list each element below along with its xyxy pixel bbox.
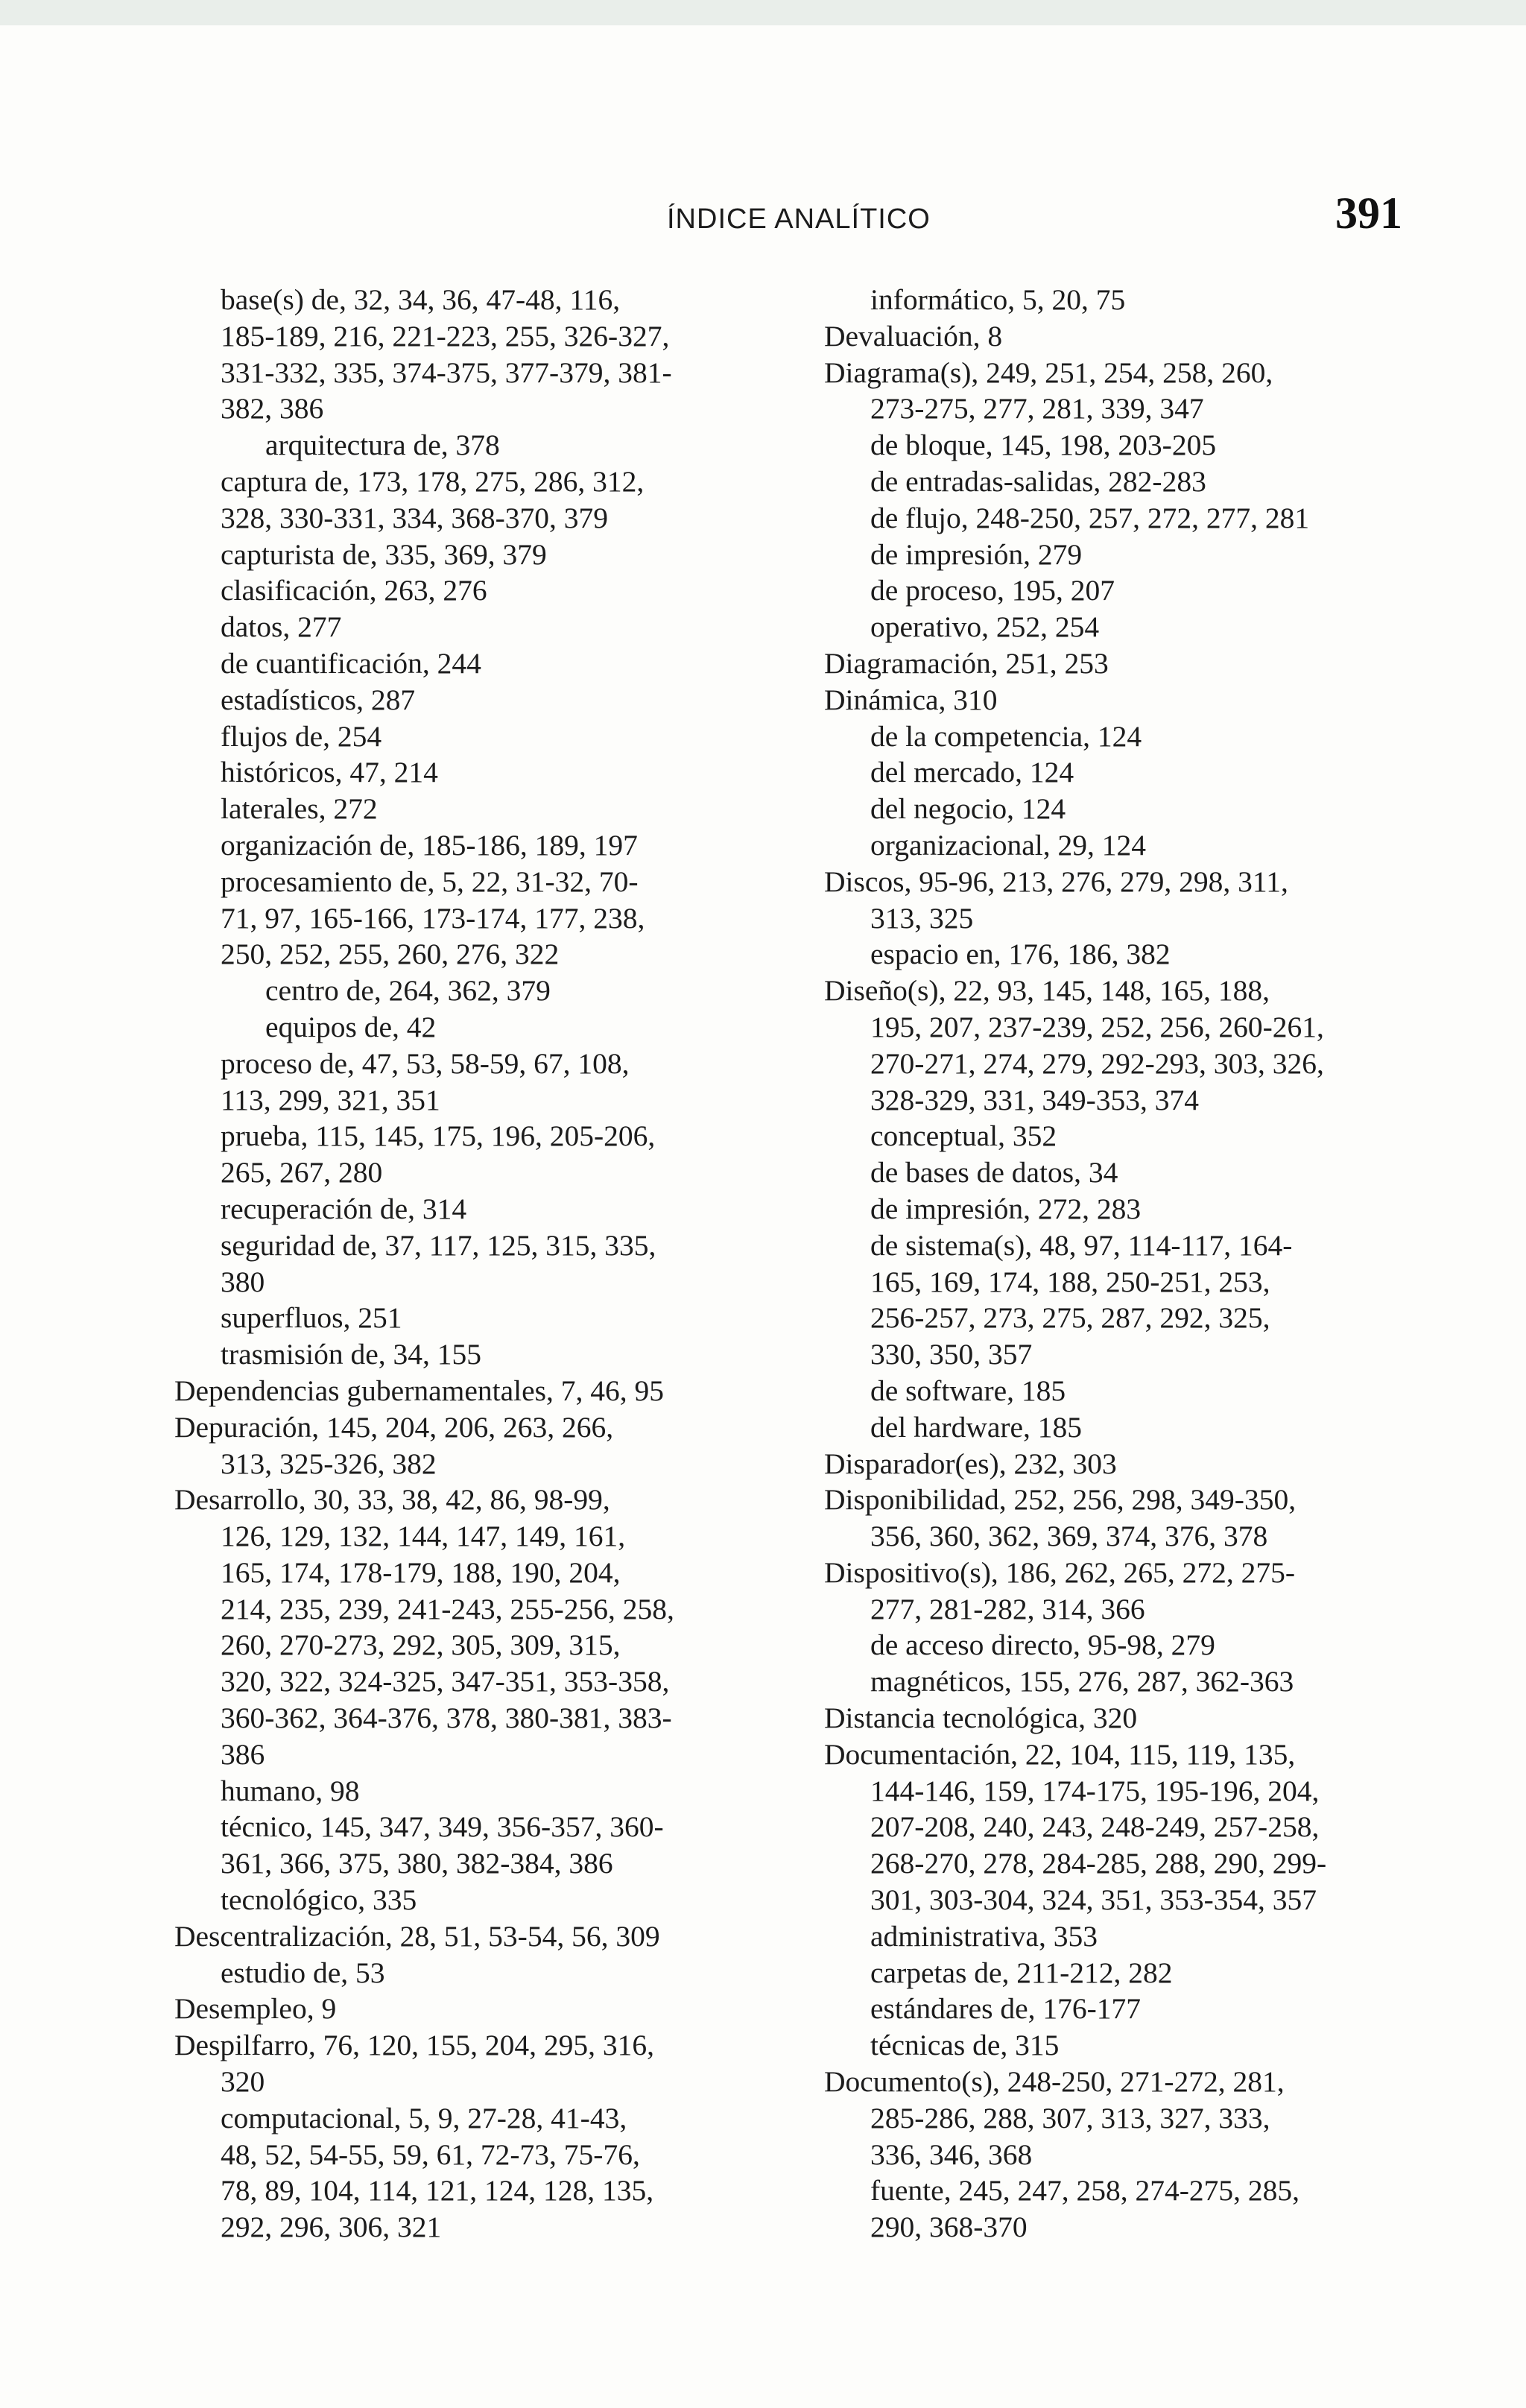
index-subentry: de acceso directo, 95-98, 279 <box>870 1628 1215 1662</box>
index-entry: Dispositivo(s), 186, 262, 265, 272, 275- <box>824 1555 1295 1589</box>
index-subentry: técnico, 145, 347, 349, 356-357, 360- <box>221 1810 664 1844</box>
index-subentry: 214, 235, 239, 241-243, 255-256, 258, <box>221 1592 674 1625</box>
index-subentry: 331-332, 335, 374-375, 377-379, 381- <box>221 355 672 389</box>
index-subentry: laterales, 272 <box>221 792 378 826</box>
index-subentry: de cuantificación, 244 <box>221 646 481 680</box>
index-subentry: 328, 330-331, 334, 368-370, 379 <box>221 501 609 534</box>
index-subentry: 320, 322, 324-325, 347-351, 353-358, <box>221 1665 670 1698</box>
index-subentry: clasificación, 263, 276 <box>221 574 487 607</box>
index-subentry: superfluos, 251 <box>221 1301 402 1335</box>
running-title: ÍNDICE ANALÍTICO <box>667 203 931 235</box>
index-subentry: carpetas de, 211-212, 282 <box>870 1956 1173 1989</box>
index-subentry: 360-362, 364-376, 378, 380-381, 383- <box>221 1701 672 1735</box>
index-entry: Desempleo, 9 <box>174 1992 337 2026</box>
index-subentry: arquitectura de, 378 <box>265 429 500 462</box>
index-subentry: 277, 281-282, 314, 366 <box>870 1592 1145 1625</box>
index-subentry: tecnológico, 335 <box>221 1883 417 1917</box>
index-subentry: informático, 5, 20, 75 <box>870 283 1126 316</box>
index-subentry: 273-275, 277, 281, 339, 347 <box>870 392 1204 426</box>
index-entry: Diagrama(s), 249, 251, 254, 258, 260, <box>824 355 1273 389</box>
index-subentry: 301, 303-304, 324, 351, 353-354, 357 <box>870 1883 1317 1917</box>
index-subentry: 361, 366, 375, 380, 382-384, 386 <box>221 1847 613 1880</box>
index-subentry: de impresión, 279 <box>870 537 1083 571</box>
index-subentry: humano, 98 <box>221 1774 360 1807</box>
index-subentry: seguridad de, 37, 117, 125, 315, 335, <box>221 1228 656 1262</box>
index-subentry: trasmisión de, 34, 155 <box>221 1338 481 1371</box>
index-subentry: 290, 368-370 <box>870 2211 1028 2244</box>
index-subentry: flujos de, 254 <box>221 719 382 753</box>
index-subentry: computacional, 5, 9, 27-28, 41-43, <box>221 2101 627 2134</box>
index-subentry: 320 <box>221 2065 265 2099</box>
index-subentry: 330, 350, 357 <box>870 1338 1033 1371</box>
index-subentry: 165, 169, 174, 188, 250-251, 253, <box>870 1265 1270 1298</box>
index-subentry: 382, 386 <box>221 392 324 426</box>
index-subentry: procesamiento de, 5, 22, 31-32, 70- <box>221 865 639 898</box>
index-subentry: de sistema(s), 48, 97, 114-117, 164- <box>870 1228 1293 1262</box>
index-entry: Discos, 95-96, 213, 276, 279, 298, 311, <box>824 865 1288 898</box>
index-subentry: espacio en, 176, 186, 382 <box>870 938 1171 971</box>
index-subentry: 144-146, 159, 174-175, 195-196, 204, <box>870 1774 1320 1807</box>
index-entry: Documentación, 22, 104, 115, 119, 135, <box>824 1737 1296 1771</box>
index-subentry: 48, 52, 54-55, 59, 61, 72-73, 75-76, <box>221 2137 640 2171</box>
index-subentry: del negocio, 124 <box>870 792 1066 826</box>
index-subentry: proceso de, 47, 53, 58-59, 67, 108, <box>221 1046 630 1080</box>
index-column-right <box>824 282 1326 2246</box>
index-subentry: estadísticos, 287 <box>221 683 416 716</box>
index-subentry: datos, 277 <box>221 610 342 644</box>
index-subentry: 260, 270-273, 292, 305, 309, 315, <box>221 1628 621 1662</box>
index-entry: Depuración, 145, 204, 206, 263, 266, <box>174 1410 614 1444</box>
index-subentry: organizacional, 29, 124 <box>870 828 1147 862</box>
index-subentry: estudio de, 53 <box>221 1956 385 1989</box>
index-subentry: 313, 325 <box>870 901 974 935</box>
index-subentry: 270-271, 274, 279, 292-293, 303, 326, <box>870 1046 1324 1080</box>
index-entry: Documento(s), 248-250, 271-272, 281, <box>824 2065 1285 2099</box>
index-subentry: base(s) de, 32, 34, 36, 47-48, 116, <box>221 283 621 316</box>
index-subentry: organización de, 185-186, 189, 197 <box>221 828 638 862</box>
index-entry: Distancia tecnológica, 320 <box>824 1701 1138 1735</box>
index-entry: Diseño(s), 22, 93, 145, 148, 165, 188, <box>824 974 1270 1008</box>
index-subentry: equipos de, 42 <box>265 1010 437 1043</box>
index-entry: Dinámica, 310 <box>824 683 998 716</box>
index-subentry: 380 <box>221 1265 265 1298</box>
index-subentry: 165, 174, 178-179, 188, 190, 204, <box>221 1555 621 1589</box>
index-subentry: prueba, 115, 145, 175, 196, 205-206, <box>221 1119 656 1153</box>
index-subentry: recuperación de, 314 <box>221 1192 467 1225</box>
index-subentry: 328-329, 331, 349-353, 374 <box>870 1083 1200 1116</box>
index-subentry: centro de, 264, 362, 379 <box>265 974 551 1008</box>
index-subentry: 268-270, 278, 284-285, 288, 290, 299- <box>870 1847 1327 1880</box>
index-subentry: 78, 89, 104, 114, 121, 124, 128, 135, <box>221 2174 654 2208</box>
index-entry: Disponibilidad, 252, 256, 298, 349-350, <box>824 1483 1297 1517</box>
index-subentry: 292, 296, 306, 321 <box>221 2211 442 2244</box>
index-subentry: fuente, 245, 247, 258, 274-275, 285, <box>870 2174 1299 2208</box>
index-subentry: de la competencia, 124 <box>870 719 1142 753</box>
index-subentry: administrativa, 353 <box>870 1919 1098 1953</box>
index-subentry: 256-257, 273, 275, 287, 292, 325, <box>870 1301 1270 1335</box>
index-subentry: del hardware, 185 <box>870 1410 1083 1444</box>
index-subentry: operativo, 252, 254 <box>870 610 1100 644</box>
index-subentry: capturista de, 335, 369, 379 <box>221 537 547 571</box>
index-entry: Descentralización, 28, 51, 53-54, 56, 309 <box>174 1919 660 1953</box>
index-subentry: de impresión, 272, 283 <box>870 1192 1142 1225</box>
index-subentry: técnicas de, 315 <box>870 2029 1060 2062</box>
index-subentry: 195, 207, 237-239, 252, 256, 260-261, <box>870 1010 1324 1043</box>
page-number: 391 <box>1335 189 1402 238</box>
index-subentry: 386 <box>221 1737 265 1771</box>
index-subentry: conceptual, 352 <box>870 1119 1057 1153</box>
index-subentry: 336, 346, 368 <box>870 2137 1033 2171</box>
index-subentry: 313, 325-326, 382 <box>221 1447 437 1480</box>
index-entry: Disparador(es), 232, 303 <box>824 1447 1117 1480</box>
index-entry: Despilfarro, 76, 120, 155, 204, 295, 316, <box>174 2029 654 2062</box>
index-subentry: de proceso, 195, 207 <box>870 574 1115 607</box>
index-subentry: históricos, 47, 214 <box>221 756 438 789</box>
index-subentry: de entradas-salidas, 282-283 <box>870 464 1206 498</box>
index-subentry: captura de, 173, 178, 275, 286, 312, <box>221 464 645 498</box>
index-subentry: 356, 360, 362, 369, 374, 376, 378 <box>870 1520 1268 1553</box>
index-subentry: de bases de datos, 34 <box>870 1156 1118 1189</box>
index-subentry: 126, 129, 132, 144, 147, 149, 161, <box>221 1520 626 1553</box>
index-subentry: 285-286, 288, 307, 313, 327, 333, <box>870 2101 1270 2134</box>
index-entry: Devaluación, 8 <box>824 319 1003 353</box>
index-subentry: de bloque, 145, 198, 203-205 <box>870 429 1217 462</box>
index-subentry: del mercado, 124 <box>870 756 1074 789</box>
index-entry: Diagramación, 251, 253 <box>824 646 1109 680</box>
index-subentry: 250, 252, 255, 260, 276, 322 <box>221 938 560 971</box>
index-subentry: 71, 97, 165-166, 173-174, 177, 238, <box>221 901 645 935</box>
index-subentry: 265, 267, 280 <box>221 1156 383 1189</box>
index-subentry: 113, 299, 321, 351 <box>221 1083 440 1116</box>
index-entry: Desarrollo, 30, 33, 38, 42, 86, 98-99, <box>174 1483 610 1517</box>
index-entry: Dependencias gubernamentales, 7, 46, 95 <box>174 1374 665 1407</box>
index-subentry: estándares de, 176-177 <box>870 1992 1142 2026</box>
index-subentry: magnéticos, 155, 276, 287, 362-363 <box>870 1665 1294 1698</box>
index-column-left <box>174 282 674 2246</box>
index-subentry: de flujo, 248-250, 257, 272, 277, 281 <box>870 501 1310 534</box>
page-top-edge <box>0 0 1526 25</box>
index-subentry: 185-189, 216, 221-223, 255, 326-327, <box>221 319 670 353</box>
index-subentry: 207-208, 240, 243, 248-249, 257-258, <box>870 1810 1320 1844</box>
index-subentry: de software, 185 <box>870 1374 1066 1407</box>
